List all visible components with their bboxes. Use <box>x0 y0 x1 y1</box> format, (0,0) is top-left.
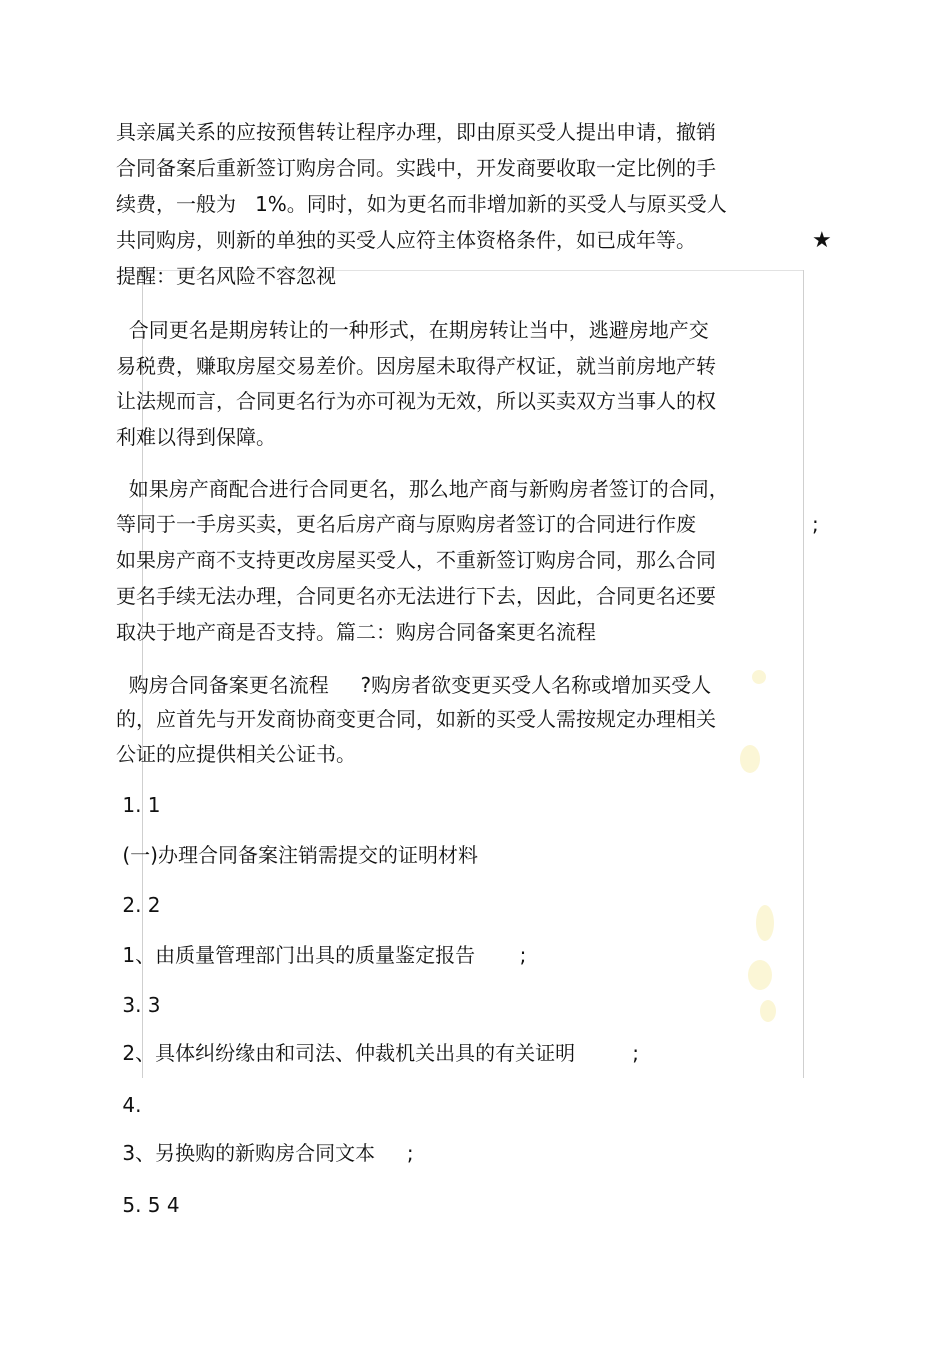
body-line: 如果房产商不支持更改房屋买受人，不重新签订购房合同，那么合同 <box>116 548 716 572</box>
body-line: 续费，一般为 1%。同时，如为更名而非增加新的买受人与原买受人 <box>116 192 727 216</box>
body-line: 公证的应提供相关公证书。 <box>116 742 356 766</box>
paper-speck <box>760 1000 776 1022</box>
body-line: 利难以得到保障。 <box>116 425 276 449</box>
body-line: 购房合同备案更名流程 ?购房者欲变更买受人名称或增加买受人 <box>116 673 712 697</box>
body-line: 等同于一手房买卖，更名后房产商与原购房者签订的合同进行作废 <box>116 512 696 536</box>
list-item: (一)办理合同备案注销需提交的证明材料 <box>116 843 478 867</box>
body-line: 具亲属关系的应按预售转让程序办理，即由原买受人提出申请，撤销 <box>116 120 716 144</box>
list-number: 2. 2 <box>116 893 161 917</box>
paper-speck <box>748 960 772 990</box>
paper-speck <box>756 905 774 941</box>
body-line: 共同购房，则新的单独的买受人应符主体资格条件，如已成年等。 <box>116 228 696 252</box>
paper-speck <box>752 670 766 684</box>
list-number: 1. 1 <box>116 793 161 817</box>
list-number: 4. <box>116 1093 142 1117</box>
margin-semicolon: ; <box>812 512 819 536</box>
body-line: 如果房产商配合进行合同更名，那么地产商与新购房者签订的合同， <box>116 477 729 501</box>
body-line: 合同更名是期房转让的一种形式，在期房转让当中，逃避房地产交 <box>116 318 709 342</box>
body-line: 更名手续无法办理，合同更名亦无法进行下去，因此，合同更名还要 <box>116 584 716 608</box>
list-number: 5. 5 4 <box>116 1193 180 1217</box>
list-item: 3、另换购的新购房合同文本 ; <box>116 1141 414 1165</box>
list-item: 1、由质量管理部门出具的质量鉴定报告 ; <box>116 943 527 967</box>
body-line: 合同备案后重新签订购房合同。实践中，开发商要收取一定比例的手 <box>116 156 716 180</box>
body-line: 易税费，赚取房屋交易差价。因房屋未取得产权证，就当前房地产转 <box>116 354 716 378</box>
star-icon: ★ <box>812 228 832 253</box>
list-number: 3. 3 <box>116 993 161 1017</box>
section-heading: 提醒：更名风险不容忽视 <box>116 264 336 288</box>
body-line: 取决于地产商是否支持。篇二：购房合同备案更名流程 <box>116 620 596 644</box>
body-line: 让法规而言，合同更名行为亦可视为无效，所以买卖双方当事人的权 <box>116 389 716 413</box>
body-line: 的，应首先与开发商协商变更合同，如新的买受人需按规定办理相关 <box>116 707 716 731</box>
paper-speck <box>740 745 760 773</box>
list-item: 2、具体纠纷缘由和司法、仲裁机关出具的有关证明 ; <box>116 1041 640 1065</box>
frame-right-border <box>803 270 804 1078</box>
